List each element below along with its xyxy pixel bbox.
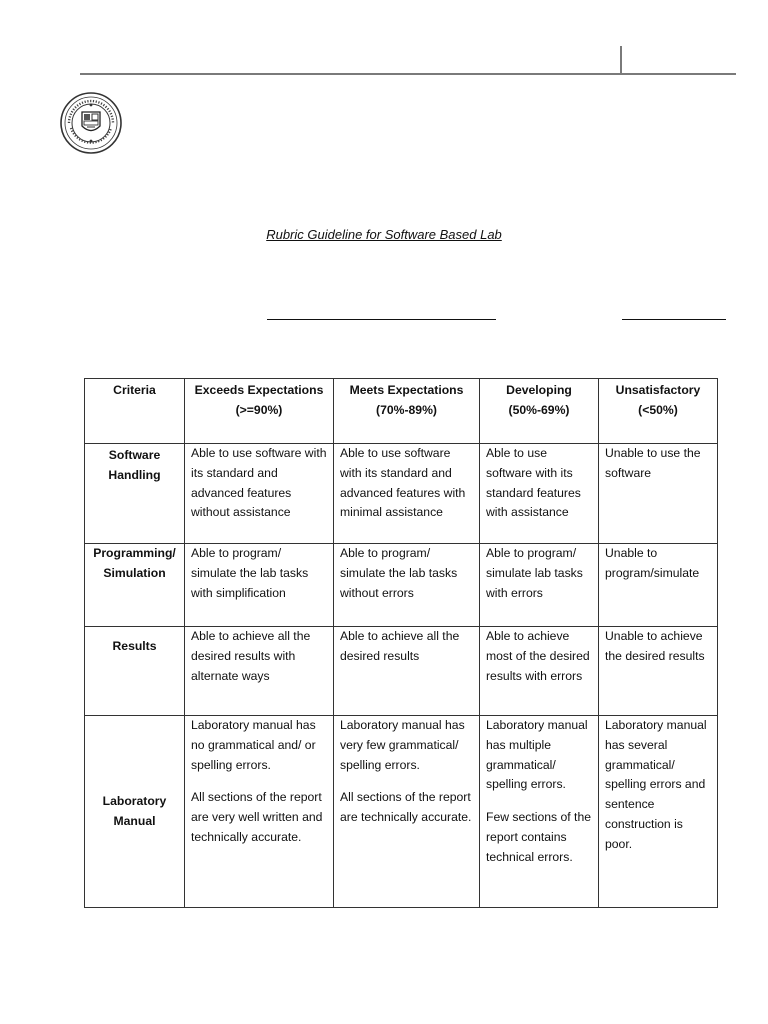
column-header-exceeds: Exceeds Expectations (>=90%) bbox=[185, 379, 334, 444]
fill-in-blank-line bbox=[267, 319, 496, 320]
developing-paragraph: Few sections of the report contains technical errors. bbox=[486, 810, 591, 864]
header-rule-tick bbox=[620, 46, 622, 74]
unsatisfactory-cell: Unable to program/simulate bbox=[599, 544, 718, 627]
meets-paragraph: Laboratory manual has very few grammatical/ spelling errors. bbox=[340, 718, 465, 772]
header-rule bbox=[80, 73, 736, 75]
exceeds-cell: Able to achieve all the desired results with alternate ways bbox=[185, 627, 334, 716]
exceeds-paragraph: Laboratory manual has no grammatical and/ or spelling errors. bbox=[191, 718, 316, 772]
document-title: Rubric Guideline for Software Based Lab bbox=[266, 227, 502, 242]
developing-paragraph: Laboratory manual has multiple grammatical/ spelling errors. bbox=[486, 718, 588, 792]
criteria-cell: Results bbox=[85, 627, 185, 716]
developing-cell bbox=[480, 716, 599, 908]
meets-cell: Able to program/ simulate the lab tasks without errors bbox=[334, 544, 480, 627]
unsatisfactory-cell: Unable to achieve the desired results bbox=[599, 627, 718, 716]
table-row bbox=[85, 444, 718, 544]
table-row bbox=[85, 627, 718, 716]
exceeds-cell bbox=[185, 716, 334, 908]
exceeds-cell: Able to program/ simulate the lab tasks with simplification bbox=[185, 544, 334, 627]
exceeds-cell: Able to use software with its standard and advanced features without assistance bbox=[185, 444, 334, 544]
column-header-meets: Meets Expectations (70%-89%) bbox=[334, 379, 480, 444]
unsatisfactory-cell: Unable to use the software bbox=[599, 444, 718, 544]
meets-paragraph: All sections of the report are technically accurate. bbox=[340, 790, 472, 825]
table-row bbox=[85, 544, 718, 627]
university-seal-icon bbox=[60, 92, 122, 154]
table-row bbox=[85, 716, 718, 908]
column-header-unsatisfactory: Unsatisfactory (<50%) bbox=[599, 379, 718, 444]
exceeds-paragraph: All sections of the report are very well written and technically accurate. bbox=[191, 790, 323, 844]
column-header-criteria: Criteria bbox=[85, 379, 185, 444]
developing-cell: Able to program/ simulate lab tasks with errors bbox=[480, 544, 599, 627]
meets-cell: Able to achieve all the desired results bbox=[334, 627, 480, 716]
column-header-developing: Developing (50%-69%) bbox=[480, 379, 599, 444]
developing-cell: Able to achieve most of the desired results with errors bbox=[480, 627, 599, 716]
meets-cell bbox=[334, 716, 480, 908]
criteria-cell: Software Handling bbox=[85, 444, 185, 544]
unsatisfactory-cell: Laboratory manual has several grammatical/ spelling errors and sentence construction is poor. bbox=[599, 716, 718, 908]
developing-cell: Able to use software with its standard features with assistance bbox=[480, 444, 599, 544]
rubric-table bbox=[84, 378, 718, 908]
criteria-cell: Laboratory Manual bbox=[85, 716, 185, 908]
table-header-row bbox=[85, 379, 718, 444]
meets-cell: Able to use software with its standard and advanced features with minimal assistance bbox=[334, 444, 480, 544]
fill-in-blank-line bbox=[622, 319, 726, 320]
criteria-cell: Programming/ Simulation bbox=[85, 544, 185, 627]
